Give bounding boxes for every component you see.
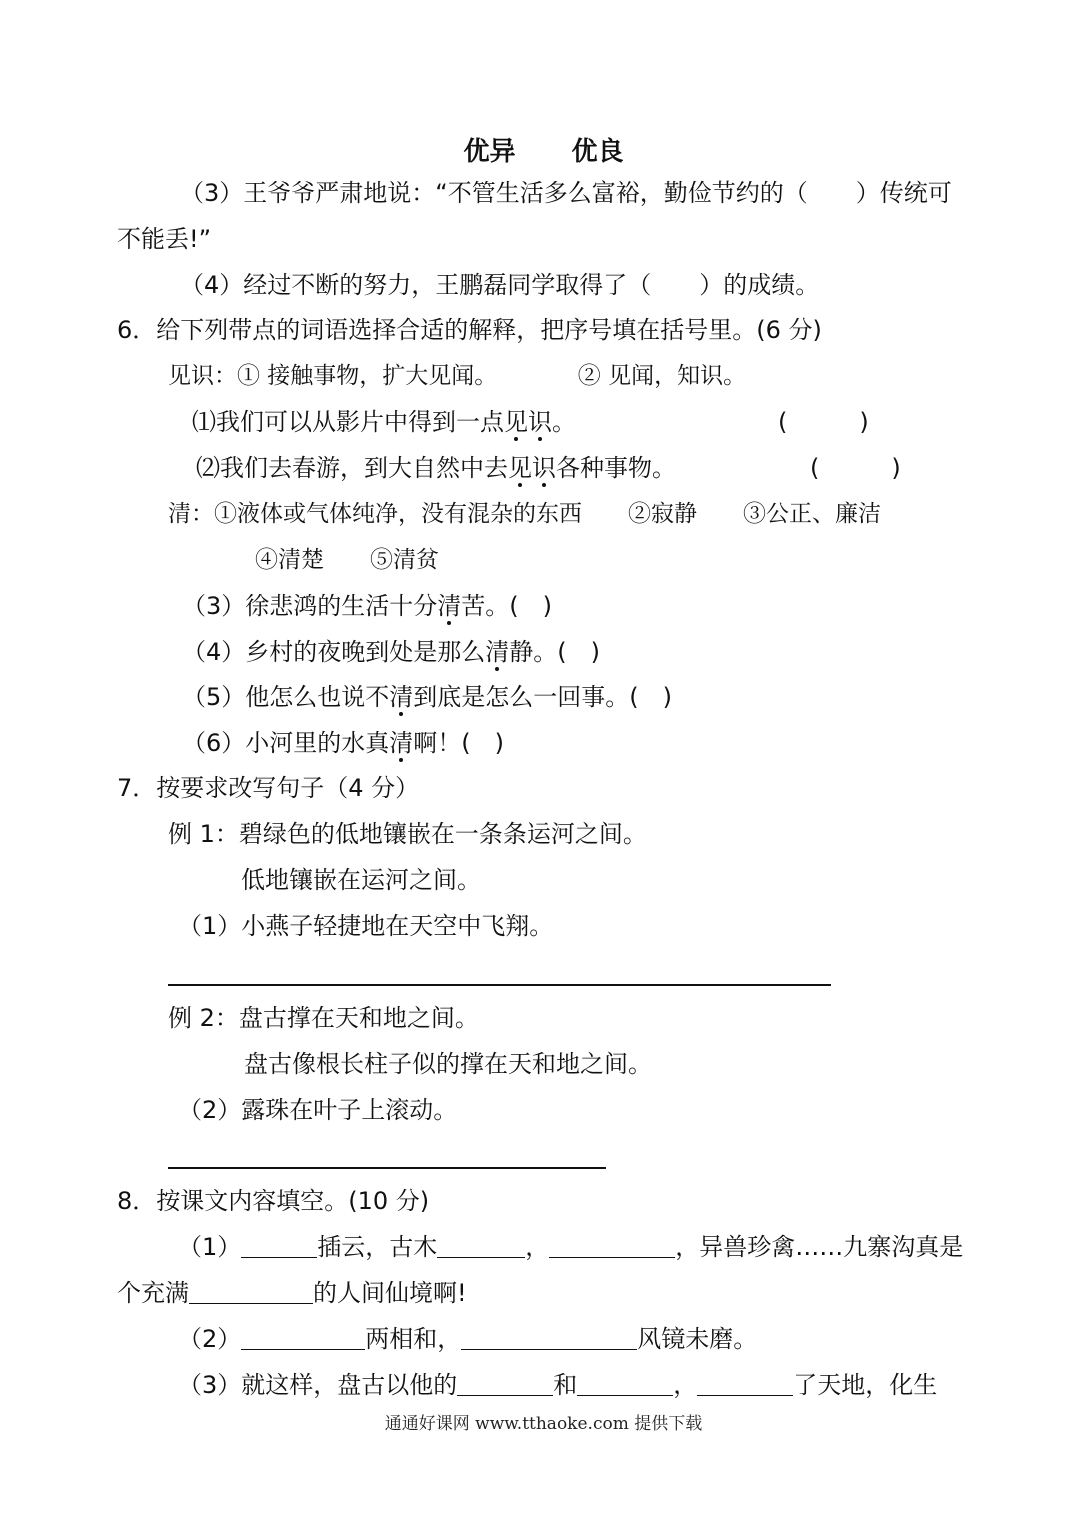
- dotted-word: 清: [389, 729, 414, 757]
- sec5-q4: （4）经过不断的努力，王鹏磊同学取得了（ ）的成绩。: [180, 271, 820, 299]
- qing-q6-end: 啊！( ): [413, 729, 505, 757]
- sec8-q1-text2: 个充满: [117, 1279, 189, 1307]
- dotted-word: 见: [508, 454, 532, 482]
- sec5-q3-line2: 不能丢!”: [117, 225, 212, 253]
- sec8-q3-and: 和: [553, 1371, 578, 1399]
- qing-q5-end: 到底是怎么一回事。( ): [413, 683, 673, 711]
- dotted-word: 清: [485, 638, 510, 666]
- jianshi-q1-text: ⑴我们可以从影片中得到一点: [192, 408, 504, 436]
- sec5-q3-line1: （3）王爷爷严肃地说：“不管生活多么富裕，勤俭节约的（ ）传统可: [180, 179, 952, 207]
- jianshi-q2-answer-paren: ( ): [810, 454, 901, 482]
- fill-blank[interactable]: [241, 1233, 317, 1258]
- sec8-q2-text-end: 风镜未磨。: [637, 1325, 758, 1353]
- answer-line: [168, 1167, 606, 1169]
- dotted-word: 见: [504, 408, 528, 436]
- qing-q4-text: （4）乡村的夜晚到处是那么: [182, 638, 486, 666]
- jianshi-definition: 见识：① 接触事物，扩大见闻。 ② 见闻，知识。: [168, 363, 747, 389]
- sec8-q1-text2-end: 的人间仙境啊!: [313, 1279, 467, 1307]
- fill-blank[interactable]: [457, 1371, 553, 1396]
- sec7-example1: 例 1：碧绿色的低地镶嵌在一条条运河之间。: [168, 820, 647, 848]
- sec6-title: 6．给下列带点的词语选择合适的解释，把序号填在括号里。(6 分): [117, 316, 822, 344]
- dotted-word: 识: [532, 454, 556, 482]
- jianshi-q2: [196, 453, 676, 483]
- dotted-word: 识: [528, 408, 552, 436]
- sec8-q1-line2: [117, 1278, 467, 1308]
- sec7-title: 7．按要求改写句子（4 分）: [117, 774, 420, 802]
- qing-q6-text: （6）小河里的水真: [182, 729, 390, 757]
- qing-q4: [182, 637, 600, 667]
- qing-q4-end: 静。( ): [509, 638, 601, 666]
- fill-blank[interactable]: [189, 1279, 313, 1304]
- heading-option-left: 优异: [463, 137, 516, 167]
- heading-options: [0, 131, 1087, 168]
- qing-q3: [182, 591, 552, 621]
- qing-q5: [182, 682, 672, 712]
- sec8-q3-comma: ，: [673, 1371, 698, 1399]
- sec8-q1-text: 插云，古木: [317, 1233, 438, 1261]
- fill-blank[interactable]: [437, 1233, 525, 1258]
- fill-blank[interactable]: [577, 1371, 673, 1396]
- sec8-title: 8．按课文内容填空。(10 分): [117, 1187, 430, 1215]
- answer-line: [168, 984, 831, 986]
- sec8-q1-text-end: ，异兽珍禽……九寨沟真是: [675, 1233, 964, 1261]
- dotted-word: 清: [389, 683, 414, 711]
- sec7-example2-answer: 盘古像根长柱子似的撑在天和地之间。: [244, 1050, 652, 1078]
- sec7-q2: （2）露珠在叶子上滚动。: [178, 1096, 458, 1124]
- fill-blank[interactable]: [461, 1325, 637, 1350]
- sec8-q1-line1: [178, 1232, 963, 1262]
- qing-q3-text: （3）徐悲鸿的生活十分: [182, 592, 438, 620]
- sec7-example2: 例 2：盘古撑在天和地之间。: [168, 1004, 479, 1032]
- fill-blank[interactable]: [549, 1233, 675, 1258]
- sec8-q2-number: （2）: [178, 1325, 242, 1353]
- page-footer: 通通好课网 www.tthaoke.com 提供下载: [384, 1414, 703, 1434]
- sec7-q1: （1）小燕子轻捷地在天空中飞翔。: [178, 912, 554, 940]
- jianshi-q2-end: 各种事物。: [556, 454, 676, 482]
- jianshi-q1-end: 。: [552, 408, 576, 436]
- sec8-q1-number: （1）: [178, 1233, 242, 1261]
- heading-option-right: 优良: [571, 137, 624, 167]
- sec8-q1-comma: ，: [525, 1233, 550, 1261]
- qing-q6: [182, 728, 504, 758]
- dotted-word: 清: [437, 592, 462, 620]
- jianshi-q2-text: ⑵我们去春游，到大自然中去: [196, 454, 508, 482]
- sec7-example1-answer: 低地镶嵌在运河之间。: [241, 866, 481, 894]
- sec8-q2-text: 两相和，: [365, 1325, 462, 1353]
- fill-blank[interactable]: [241, 1325, 365, 1350]
- qing-definition: 清：①液体或气体纯净，没有混杂的东西 ②寂静 ③公正、廉洁: [168, 501, 881, 527]
- qing-definition-cont: ④清楚 ⑤清贫: [255, 547, 439, 573]
- sec8-q3: [178, 1370, 937, 1400]
- sec8-q2: [178, 1324, 757, 1354]
- qing-q5-text: （5）他怎么也说不: [182, 683, 390, 711]
- sec8-q3-text: （3）就这样，盘古以他的: [178, 1371, 458, 1399]
- fill-blank[interactable]: [697, 1371, 793, 1396]
- jianshi-q1: [192, 407, 576, 437]
- qing-q3-end: 苦。( ): [461, 592, 553, 620]
- sec8-q3-text-end: 了天地，化生: [793, 1371, 938, 1399]
- jianshi-q1-answer-paren: ( ): [778, 408, 869, 436]
